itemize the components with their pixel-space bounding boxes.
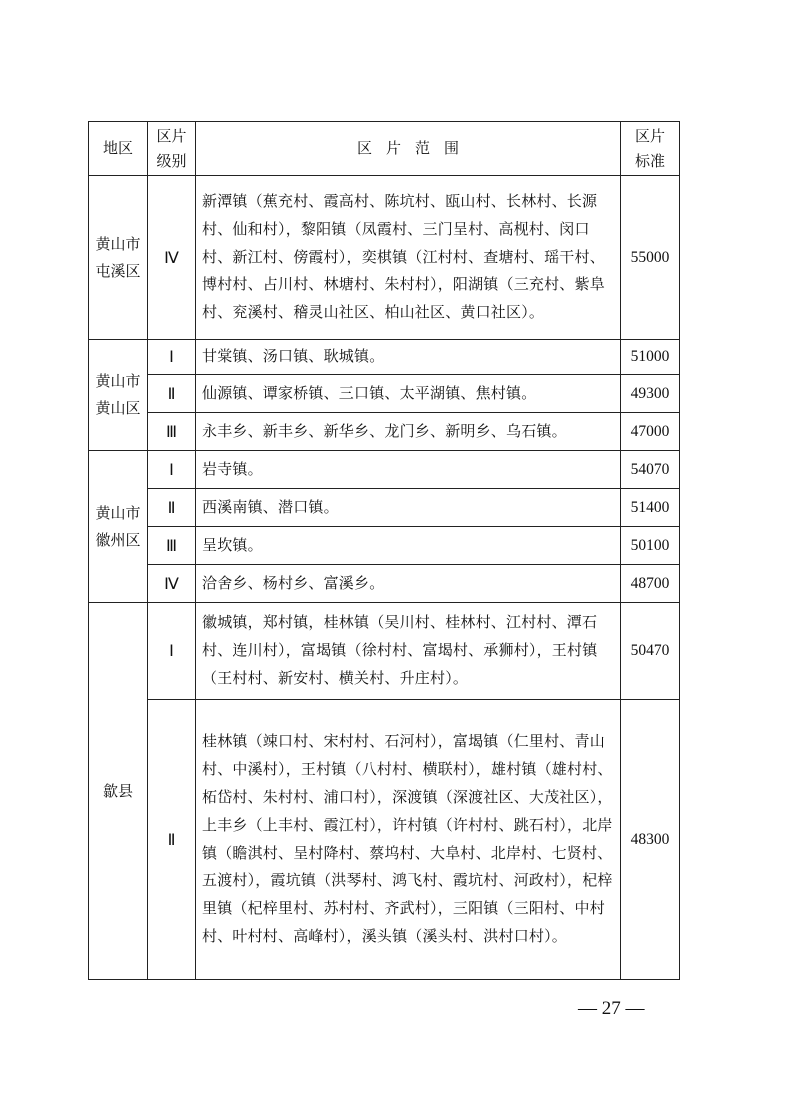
level-cell: Ⅲ <box>148 527 196 565</box>
table-row-shexian-ii <box>89 700 680 980</box>
level-cell: Ⅱ <box>148 700 196 980</box>
range-cell: 岩寺镇。 <box>196 451 621 489</box>
table-row-huizhou-i <box>89 451 680 489</box>
page-number: — 27 — <box>578 998 645 1019</box>
standard-cell: 51400 <box>621 489 680 527</box>
area-shexian: 歙县 <box>89 603 148 980</box>
area-tunxi: 黄山市 屯溪区 <box>89 176 148 340</box>
table-row-huizhou-ii <box>89 489 680 527</box>
table-header-row <box>89 122 680 176</box>
range-cell: 桂林镇（竦口村、宋村村、石河村），富堨镇（仁里村、青山村、中溪村），王村镇（八村村、横联村），雄村镇（雄村村、柘岱村、朱村村、浦口村），深渡镇（深渡社区、大茂社区），上丰乡（上丰村、霞江村），许村镇（许村村、跳石村），北岸镇（瞻淇村、呈村降村、蔡坞村、大阜村、北岸村、七贤村、五渡村），霞坑镇（洪琴村、鸿飞村、霞坑村、河政村），杞梓里镇（杞梓里村、苏村村、齐武村），三阳镇（三阳村、中村村、叶村村、高峰村），溪头镇（溪头村、洪村口村）。 <box>196 700 621 980</box>
range-cell: 新潭镇（蕉充村、霞高村、陈坑村、瓯山村、长林村、长源村、仙和村），黎阳镇（凤霞村、三门呈村、高枧村、闵口村、新江村、傍霞村），奕棋镇（江村村、查塘村、瑶干村、博村村、占川村、林塘村、朱村村），阳湖镇（三充村、紫阜村、兖溪村、稽灵山社区、柏山社区、黄口社区）。 <box>196 176 621 340</box>
table-row-shexian-i <box>89 603 680 700</box>
standard-cell: 48700 <box>621 565 680 603</box>
standard-cell: 51000 <box>621 340 680 375</box>
level-cell: Ⅰ <box>148 340 196 375</box>
range-cell: 洽舍乡、杨村乡、富溪乡。 <box>196 565 621 603</box>
range-cell: 徽城镇，郑村镇，桂林镇（吴川村、桂林村、江村村、潭石村、连川村），富堨镇（徐村村、富堨村、承狮村），王村镇（王村村、新安村、横关村、升庄村）。 <box>196 603 621 700</box>
area-huangshan: 黄山市 黄山区 <box>89 340 148 451</box>
level-cell: Ⅲ <box>148 413 196 451</box>
level-cell: Ⅰ <box>148 603 196 700</box>
table-row-huangshan-i <box>89 340 680 375</box>
header-level: 区片 级别 <box>148 122 196 176</box>
table-row-huangshan-ii <box>89 375 680 413</box>
range-cell: 呈坎镇。 <box>196 527 621 565</box>
level-cell: Ⅱ <box>148 489 196 527</box>
header-range: 区片范围 <box>196 122 621 176</box>
range-cell: 西溪南镇、潜口镇。 <box>196 489 621 527</box>
standard-cell: 55000 <box>621 176 680 340</box>
standard-cell: 49300 <box>621 375 680 413</box>
table-row-huizhou-iv <box>89 565 680 603</box>
header-area: 地区 <box>89 122 148 176</box>
table-row-tunxi-iv <box>89 176 680 340</box>
standard-cell: 50470 <box>621 603 680 700</box>
table-row-huangshan-iii <box>89 413 680 451</box>
area-huizhou: 黄山市 徽州区 <box>89 451 148 603</box>
range-cell: 仙源镇、谭家桥镇、三口镇、太平湖镇、焦村镇。 <box>196 375 621 413</box>
header-standard: 区片 标准 <box>621 122 680 176</box>
table-row-huizhou-iii <box>89 527 680 565</box>
land-price-table <box>88 121 680 980</box>
standard-cell: 48300 <box>621 700 680 980</box>
standard-cell: 50100 <box>621 527 680 565</box>
range-cell: 甘棠镇、汤口镇、耿城镇。 <box>196 340 621 375</box>
range-cell: 永丰乡、新丰乡、新华乡、龙门乡、新明乡、乌石镇。 <box>196 413 621 451</box>
standard-cell: 47000 <box>621 413 680 451</box>
level-cell: Ⅰ <box>148 451 196 489</box>
standard-cell: 54070 <box>621 451 680 489</box>
level-cell: Ⅱ <box>148 375 196 413</box>
level-cell: Ⅳ <box>148 565 196 603</box>
level-cell: Ⅳ <box>148 176 196 340</box>
